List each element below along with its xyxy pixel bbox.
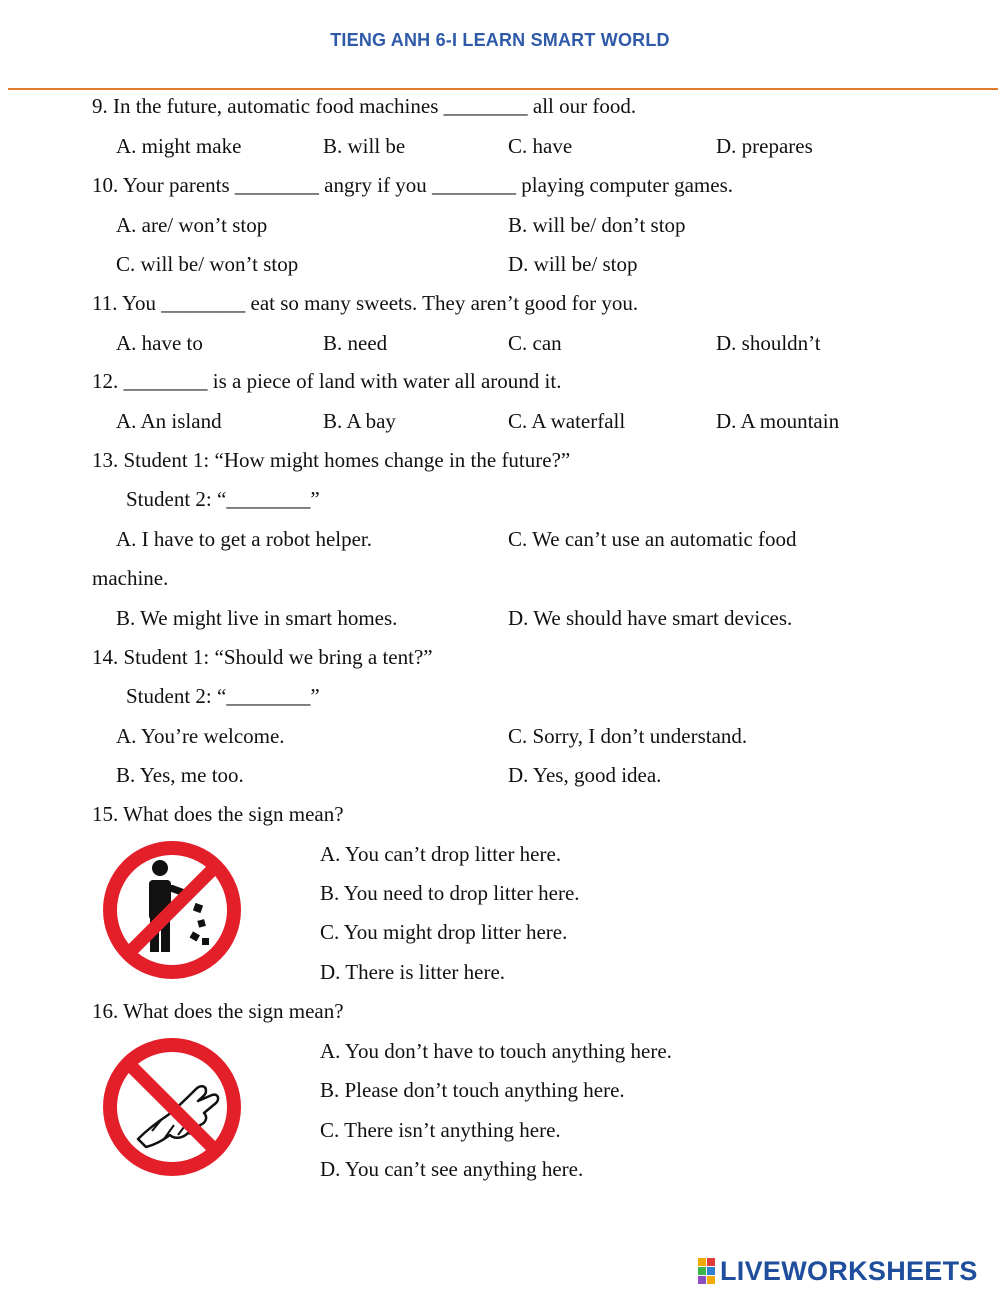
answer-option[interactable]: D. A mountain [716, 409, 840, 433]
answer-option[interactable]: C. Sorry, I don’t understand. [508, 724, 748, 748]
student-reply: Student 2: “________” [126, 487, 320, 511]
question-stem: 15. What does the sign mean? [92, 802, 344, 826]
answer-option[interactable]: B. will be [323, 134, 406, 158]
answer-option[interactable]: C. will be/ won’t stop [116, 252, 299, 276]
answer-option[interactable]: B. Yes, me too. [116, 763, 244, 787]
answer-option[interactable]: B. need [323, 331, 388, 355]
answer-option[interactable]: C. have [508, 134, 573, 158]
question-stem: 13. Student 1: “How might homes change in the future?” [92, 448, 571, 472]
logo-text: LIVEWORKSHEETS [720, 1255, 978, 1286]
answer-option[interactable]: C. can [508, 331, 562, 355]
answer-option[interactable]: D. prepares [716, 134, 813, 158]
answer-option[interactable]: A. have to [116, 331, 203, 355]
answer-option[interactable]: C. A waterfall [508, 409, 626, 433]
answer-option[interactable]: C. We can’t use an automatic food [508, 527, 797, 551]
answer-option[interactable]: C. You might drop litter here. [320, 920, 568, 944]
page-title: TIENG ANH 6-I LEARN SMART WORLD [330, 30, 670, 50]
answer-option-continuation: machine. [92, 566, 169, 590]
answer-option[interactable]: A. You can’t drop litter here. [320, 842, 562, 866]
answer-option[interactable]: A. I have to get a robot helper. [116, 527, 372, 551]
liveworksheets-logo [698, 1256, 978, 1286]
question-stem: 16. What does the sign mean? [92, 999, 344, 1023]
student-reply: Student 2: “________” [126, 684, 320, 708]
header-divider [8, 88, 998, 90]
answer-option[interactable]: A. You don’t have to touch anything here. [320, 1039, 672, 1063]
question-stem: 12. ________ is a piece of land with water all around it. [92, 369, 562, 393]
answer-option[interactable]: B. Please don’t touch anything here. [320, 1078, 625, 1102]
answer-option[interactable]: B. You need to drop litter here. [320, 881, 580, 905]
answer-option[interactable]: B. We might live in smart homes. [116, 606, 398, 630]
answer-option[interactable]: C. There isn’t anything here. [320, 1118, 561, 1142]
answer-option[interactable]: A. are/ won’t stop [116, 213, 268, 237]
answer-option[interactable]: B. A bay [323, 409, 396, 433]
logo-blocks-icon [698, 1258, 715, 1284]
question-stem: 9. In the future, automatic food machines ________ all our food. [92, 94, 637, 118]
do-not-touch-sign-icon [100, 1035, 244, 1184]
question-stem: 11. You ________ eat so many sweets. They aren’t good for you. [92, 291, 639, 315]
answer-option[interactable]: D. Yes, good idea. [508, 763, 662, 787]
answer-option[interactable]: A. might make [116, 134, 242, 158]
question-stem: 10. Your parents ________ angry if you ________ playing computer games. [92, 173, 734, 197]
question-stem: 14. Student 1: “Should we bring a tent?” [92, 645, 433, 669]
answer-option[interactable]: A. You’re welcome. [116, 724, 285, 748]
answer-option[interactable]: A. An island [116, 409, 222, 433]
no-littering-sign-icon [100, 838, 244, 987]
answer-option[interactable]: D. We should have smart devices. [508, 606, 793, 630]
answer-option[interactable]: D. There is litter here. [320, 960, 506, 984]
answer-option[interactable]: B. will be/ don’t stop [508, 213, 686, 237]
answer-option[interactable]: D. will be/ stop [508, 252, 638, 276]
answer-option[interactable]: D. You can’t see anything here. [320, 1157, 584, 1181]
answer-option[interactable]: D. shouldn’t [716, 331, 821, 355]
